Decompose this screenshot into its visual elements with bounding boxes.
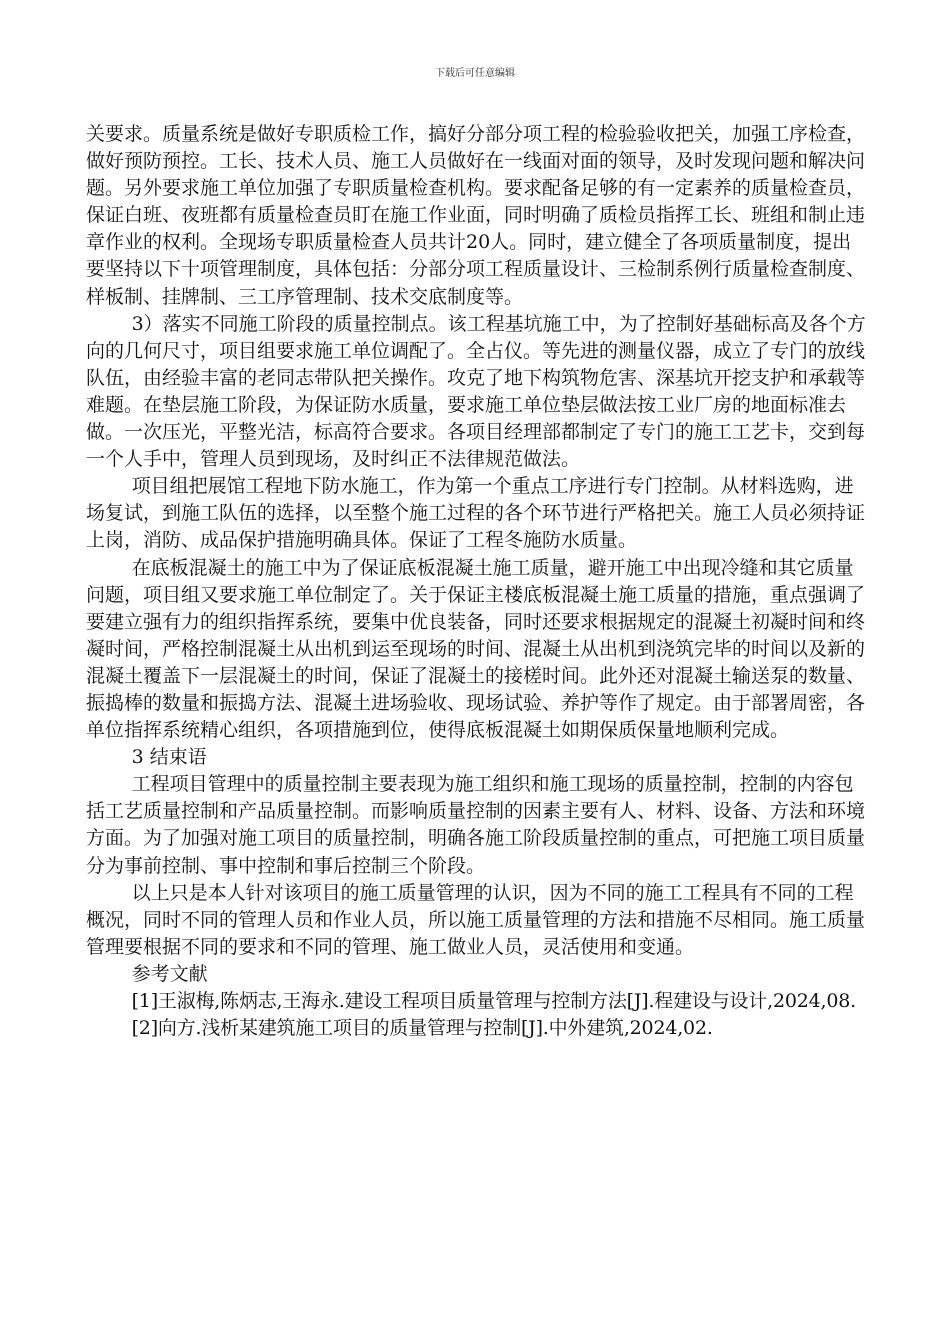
- paragraph-conclusion-2: 以上只是本人针对该项目的施工质量管理的认识，因为不同的施工工程具有不同的工程概况，同时不同的管理人员和作业人员，所以施工质量管理的方法和措施不尽相同。施工质量管理要根据不同的要求和不同的管理、施工做业人员，灵活使用和变通。: [86, 881, 866, 958]
- section-heading-conclusion: 3 结束语: [131, 746, 207, 769]
- paragraph-conclusion-1: 工程项目管理中的质量控制主要表现为施工组织和施工现场的质量控制，控制的内容包括工艺质量控制和产品质量控制。而影响质量控制的因素主要有人、材料、设备、方法和环境方面。为了加强对施工项目的质量控制，明确各施工阶段质量控制的重点，可把施工项目质量分为事前控制、事中控制和事后控制三个阶段。: [86, 773, 866, 877]
- reference-item: [2]向方.浅析某建筑施工项目的质量管理与控制[J].中外建筑,2024,02.: [131, 1017, 713, 1040]
- paragraph-waterproofing: 项目组把展馆工程地下防水施工，作为第一个重点工序进行专门控制。从材料选购，进场复试，到施工队伍的选择，以至整个施工过程的各个环节进行严格把关。施工人员必须持证上岗，消防、成品保护措施明确具体。保证了工程冬施防水质量。: [86, 475, 866, 552]
- paragraph-control-points: 3）落实不同施工阶段的质量控制点。该工程基坑施工中，为了控制好基础标高及各个方向的几何尺寸，项目组要求施工单位调配了。全占仪。等先进的测量仪器，成立了专门的放线队伍，由经验丰富的老同志带队把关操作。攻克了地下构筑物危害、深基坑开挖支护和承载等难题。在垫层施工阶段，为保证防水质量，要求施工单位垫层做法按工业厂房的地面标准去做。一次压光，平整光洁，标高符合要求。各项目经理部都制定了专门的施工工艺卡，交到每一个人手中，管理人员到现场，及时纠正不法律规范做法。: [86, 312, 866, 471]
- references-heading: 参考文献: [131, 962, 208, 985]
- paragraph-quality-system: 关要求。质量系统是做好专职质检工作，搞好分部分项工程的检验验收把关，加强工序检查，做好预防预控。工长、技术人员、施工人员做好在一线面对面的领导，及时发现问题和解决问题。另外要求施工单位加强了专职质量检查机构。要求配备足够的有一定素养的质量检查员，保证白班、夜班都有质量检查员盯在施工作业面，同时明确了质检员指挥工长、班组和制止违章作业的权利。全现场专职质量检查人员共计20人。同时，建立健全了各项质量制度，提出要坚持以下十项管理制度，具体包括：分部分项工程质量设计、三检制系例行质量检查制度、样板制、挂牌制、三工序管理制、技术交底制度等。: [86, 123, 866, 308]
- paragraph-floor-concrete: 在底板混凝土的施工中为了保证底板混凝土施工质量，避开施工中出现冷缝和其它质量问题，项目组又要求施工单位制定了。关于保证主楼底板混凝土施工质量的措施，重点强调了要建立强有力的组织指挥系统，要集中优良装备，同时还要求根据规定的混凝土初凝时间和终凝时间，严格控制混凝土从出机到运至现场的时间、混凝土从出机到浇筑完毕的时间以及新的混凝土覆盖下一层混凝土的时间，保证了混凝土的接槎时间。此外还对混凝土输送泵的数量、振捣棒的数量和振捣方法、混凝土进场验收、现场试验、养护等作了规定。由于部署周密，各单位指挥系统精心组织，各项措施到位，使得底板混凝土如期保质保量地顺利完成。: [86, 556, 866, 742]
- document-body: [86, 121, 866, 1042]
- page-header-note: 下载后可任意编辑: [435, 68, 515, 79]
- reference-item: [1]王淑梅,陈炳志,王海永.建设工程项目质量管理与控制方法[J].程建设与设计,2024,08.: [131, 990, 856, 1012]
